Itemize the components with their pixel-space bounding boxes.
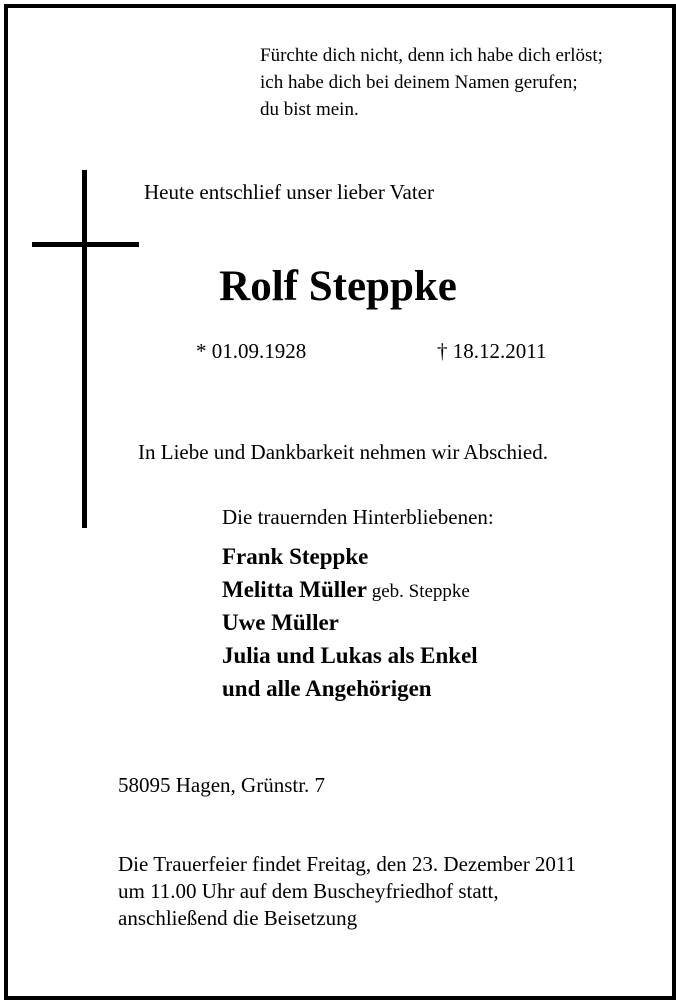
family-address: 58095 Hagen, Grünstr. 7 xyxy=(118,773,326,797)
cross-horizontal-bar xyxy=(32,242,139,247)
intro-text: Heute entschlief unser lieber Vater xyxy=(144,180,434,204)
mourner-item xyxy=(222,541,478,574)
service-line: anschließend die Beisetzung xyxy=(118,906,358,930)
bible-verse-line: ich habe dich bei deinem Namen gerufen; xyxy=(260,72,578,93)
farewell-text: In Liebe und Dankbarkeit nehmen wir Abschied. xyxy=(138,440,548,464)
mourner-name: und alle Angehörigen xyxy=(222,676,432,701)
service-line: um 11.00 Uhr auf dem Buscheyfriedhof statt, xyxy=(118,879,499,903)
mourner-item xyxy=(222,673,478,706)
bible-verse-line: Fürchte dich nicht, denn ich habe dich erlöst; xyxy=(260,45,603,66)
mourner-item xyxy=(222,574,478,607)
mourner-item xyxy=(222,640,478,673)
mourner-name: Uwe Müller xyxy=(222,610,339,635)
mourner-name: Julia und Lukas als Enkel xyxy=(222,643,478,668)
service-line: Die Trauerfeier findet Freitag, den 23. Dezember 2011 xyxy=(118,852,577,876)
bible-verse-line: du bist mein. xyxy=(260,99,359,120)
mourner-item xyxy=(222,607,478,640)
mourner-name: Frank Steppke xyxy=(222,544,369,569)
birth-date: * 01.09.1928 xyxy=(196,339,307,363)
mourner-name: Melitta Müller xyxy=(222,577,367,602)
cross-vertical-bar xyxy=(82,170,87,528)
bible-verse xyxy=(260,42,603,123)
mourners-heading: Die trauernden Hinterbliebenen: xyxy=(222,505,494,529)
mourners-list xyxy=(222,541,478,706)
mourner-note: geb. Steppke xyxy=(366,581,470,602)
death-date: † 18.12.2011 xyxy=(437,339,547,363)
funeral-service-info xyxy=(118,851,576,932)
deceased-name: Rolf Steppke xyxy=(219,263,457,310)
